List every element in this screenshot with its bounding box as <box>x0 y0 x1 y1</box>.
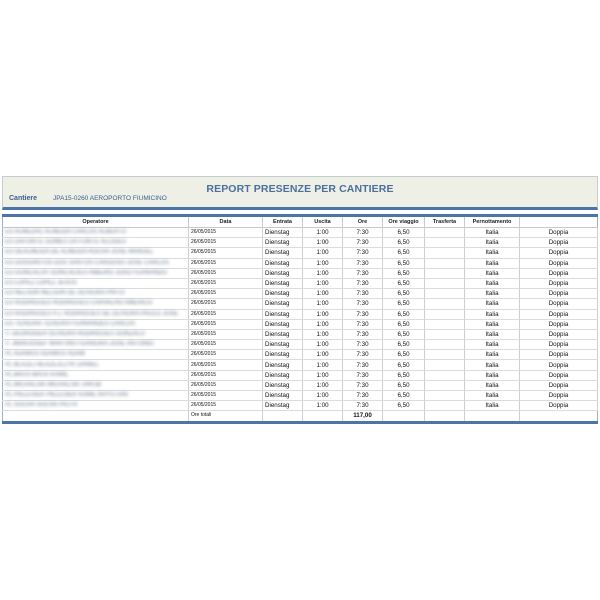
ore-cell: 6,50 <box>383 248 425 258</box>
trasferta-cell: Italia <box>465 299 520 309</box>
table-row <box>3 258 598 268</box>
uscita-cell: 7:30 <box>343 248 383 258</box>
ore-cell: 6,50 <box>383 401 425 411</box>
trasferta-cell: Italia <box>465 329 520 339</box>
entrata-cell: 1:00 <box>303 278 343 288</box>
uscita-cell: 7:30 <box>343 289 383 299</box>
ore-cell: 6,50 <box>383 268 425 278</box>
weekday-cell: Dienstag <box>263 299 303 309</box>
uscita-cell: 7:30 <box>343 401 383 411</box>
table-row <box>3 360 598 370</box>
uscita-cell: 7:30 <box>343 278 383 288</box>
entrata-cell: 1:00 <box>303 340 343 350</box>
table-row <box>3 380 598 390</box>
ore-cell: 6,50 <box>383 340 425 350</box>
entrata-cell: 1:00 <box>303 299 343 309</box>
weekday-cell: Dienstag <box>263 329 303 339</box>
ore-viaggio-cell <box>425 370 465 380</box>
table-row <box>3 370 598 380</box>
entrata-cell: 1:00 <box>303 350 343 360</box>
operator-name: ES GONCALOV GONCALVES RIBEIRO JOAO FERNANDO <box>3 268 189 278</box>
entrata-cell: 1:00 <box>303 370 343 380</box>
operator-name: ES RODRIGUES RODRIGUES CARVALHO AMERICO <box>3 299 189 309</box>
trasferta-cell: Italia <box>465 309 520 319</box>
table-header-row <box>3 216 598 228</box>
trasferta-cell: Italia <box>465 340 520 350</box>
column-header-operatore: Operatore <box>3 216 189 228</box>
uscita-cell: 7:30 <box>343 380 383 390</box>
trasferta-cell: Italia <box>465 360 520 370</box>
entrata-cell: 1:00 <box>303 289 343 299</box>
uscita-cell: 7:30 <box>343 238 383 248</box>
column-header-uscita: Uscita <box>303 216 343 228</box>
pernottamento-cell: Doppia <box>520 350 598 360</box>
ore-cell: 6,50 <box>383 228 425 238</box>
ore-cell: 6,50 <box>383 350 425 360</box>
table-row <box>3 329 598 339</box>
empty-cell <box>425 411 465 422</box>
trasferta-cell: Italia <box>465 380 520 390</box>
ore-cell: 6,50 <box>383 299 425 309</box>
date-cell: 26/05/2015 <box>189 391 263 401</box>
operator-name: ES TEIXEIRA TEIXEIRA FERNANDES CARLOS <box>3 319 189 329</box>
report-title: REPORT PRESENZE PER CANTIERE <box>206 183 394 195</box>
table-row <box>3 228 598 238</box>
entrata-cell: 1:00 <box>303 268 343 278</box>
uscita-cell: 7:30 <box>343 309 383 319</box>
totals-label: Ore totali <box>189 411 263 422</box>
pernottamento-cell: Doppia <box>520 401 598 411</box>
entrata-cell: 1:00 <box>303 360 343 370</box>
pernottamento-cell: Doppia <box>520 299 598 309</box>
entrata-cell: 1:00 <box>303 380 343 390</box>
trasferta-cell: Italia <box>465 370 520 380</box>
ore-viaggio-cell <box>425 340 465 350</box>
weekday-cell: Dienstag <box>263 258 303 268</box>
column-header-ore: Ore <box>343 216 383 228</box>
entrata-cell: 1:00 <box>303 248 343 258</box>
date-cell: 26/05/2015 <box>189 370 263 380</box>
operator-name: IT DEOROGER OLIVEIRA RODRIGUES GONZALO <box>3 329 189 339</box>
ore-viaggio-cell <box>425 360 465 370</box>
ore-cell: 6,50 <box>383 319 425 329</box>
ore-viaggio-cell <box>425 289 465 299</box>
date-cell: 26/05/2015 <box>189 350 263 360</box>
weekday-cell: Dienstag <box>263 248 303 258</box>
ore-viaggio-cell <box>425 401 465 411</box>
ore-viaggio-cell <box>425 278 465 288</box>
pernottamento-cell: Doppia <box>520 309 598 319</box>
operator-name: PL PIELESIEK PIELESIEK KAMIL KRYSTIAN <box>3 391 189 401</box>
report <box>2 176 598 424</box>
operator-name: PL SOCHA SOCHA PIOTR <box>3 401 189 411</box>
ore-cell: 6,50 <box>383 360 425 370</box>
ore-viaggio-cell <box>425 268 465 278</box>
ore-viaggio-cell <box>425 391 465 401</box>
column-header-trasferta: Trasferta <box>425 216 465 228</box>
trasferta-cell: Italia <box>465 258 520 268</box>
ore-cell: 6,50 <box>383 278 425 288</box>
pernottamento-cell: Doppia <box>520 340 598 350</box>
weekday-cell: Dienstag <box>263 380 303 390</box>
empty-cell <box>3 411 189 422</box>
trasferta-cell: Italia <box>465 391 520 401</box>
attendance-table <box>2 214 598 424</box>
date-cell: 26/05/2015 <box>189 299 263 309</box>
ore-cell: 6,50 <box>383 258 425 268</box>
empty-cell <box>520 411 598 422</box>
table-row <box>3 268 598 278</box>
uscita-cell: 7:30 <box>343 258 383 268</box>
weekday-cell: Dienstag <box>263 360 303 370</box>
trasferta-cell: Italia <box>465 228 520 238</box>
weekday-cell: Dienstag <box>263 238 303 248</box>
column-header-pernottamento: Pernottamento <box>465 216 520 228</box>
table-row <box>3 289 598 299</box>
trasferta-cell: Italia <box>465 401 520 411</box>
pernottamento-cell: Doppia <box>520 238 598 248</box>
operator-name: ES ALMEDAC ALMEIDA CARLOS ALBERTO <box>3 228 189 238</box>
cantiere-value: JPA15-0260 AEROPORTO FIUMICINO <box>53 195 167 202</box>
entrata-cell: 1:00 <box>303 329 343 339</box>
date-cell: 26/05/2015 <box>189 268 263 278</box>
trasferta-cell: Italia <box>465 278 520 288</box>
ore-viaggio-cell <box>425 228 465 238</box>
column-header-empty <box>520 216 598 228</box>
operator-name: ES DAFONTE GOMES DA FONTE ALCIDES <box>3 238 189 248</box>
table-row <box>3 340 598 350</box>
empty-cell <box>303 411 343 422</box>
ore-viaggio-cell <box>425 238 465 248</box>
column-header-data: Data <box>189 216 263 228</box>
date-cell: 26/05/2015 <box>189 289 263 299</box>
operator-name: PL MICHALSKI MICHALSKI JAKUB <box>3 380 189 390</box>
ore-viaggio-cell <box>425 299 465 309</box>
operator-name: ES NELSON NELSON DE OLIVEIRA PINTO <box>3 289 189 299</box>
table-row <box>3 309 598 319</box>
table-row <box>3 299 598 309</box>
entrata-cell: 1:00 <box>303 391 343 401</box>
entrata-cell: 1:00 <box>303 309 343 319</box>
date-cell: 26/05/2015 <box>189 319 263 329</box>
operator-name: ES DEALMEIDA DE ALMEIDA ROCHA JOSE MANUEL <box>3 248 189 258</box>
date-cell: 26/05/2015 <box>189 309 263 319</box>
weekday-cell: Dienstag <box>263 401 303 411</box>
date-cell: 26/05/2015 <box>189 340 263 350</box>
uscita-cell: 7:30 <box>343 391 383 401</box>
pernottamento-cell: Doppia <box>520 391 598 401</box>
date-cell: 26/05/2015 <box>189 248 263 258</box>
trasferta-cell: Italia <box>465 319 520 329</box>
table-row <box>3 248 598 258</box>
entrata-cell: 1:00 <box>303 228 343 238</box>
ore-cell: 6,50 <box>383 289 425 299</box>
ore-viaggio-cell <box>425 319 465 329</box>
pernottamento-cell: Doppia <box>520 289 598 299</box>
ore-cell: 6,50 <box>383 380 425 390</box>
pernottamento-cell: Doppia <box>520 258 598 268</box>
entrata-cell: 1:00 <box>303 401 343 411</box>
pernottamento-cell: Doppia <box>520 370 598 380</box>
pernottamento-cell: Doppia <box>520 380 598 390</box>
uscita-cell: 7:30 <box>343 329 383 339</box>
table-row <box>3 278 598 288</box>
weekday-cell: Dienstag <box>263 319 303 329</box>
trasferta-cell: Italia <box>465 238 520 248</box>
operator-name: ES RODRIGUES P.J. RODRIGUES DE OLIVEIRA PAULO JOSE <box>3 309 189 319</box>
ore-cell: 6,50 <box>383 391 425 401</box>
trasferta-cell: Italia <box>465 248 520 258</box>
uscita-cell: 7:30 <box>343 319 383 329</box>
date-cell: 26/05/2015 <box>189 238 263 248</box>
empty-cell <box>383 411 425 422</box>
weekday-cell: Dienstag <box>263 289 303 299</box>
operator-name: ES DOSSANTOS DOS SANTOS CARDOSO JOSE CARLOS <box>3 258 189 268</box>
ore-viaggio-cell <box>425 309 465 319</box>
ore-viaggio-cell <box>425 248 465 258</box>
empty-cell <box>263 411 303 422</box>
uscita-cell: 7:30 <box>343 268 383 278</box>
entrata-cell: 1:00 <box>303 319 343 329</box>
uscita-cell: 7:30 <box>343 340 383 350</box>
date-cell: 26/05/2015 <box>189 278 263 288</box>
pernottamento-cell: Doppia <box>520 228 598 238</box>
weekday-cell: Dienstag <box>263 268 303 278</box>
table-row <box>3 391 598 401</box>
weekday-cell: Dienstag <box>263 340 303 350</box>
column-header-entrata: Entrata <box>263 216 303 228</box>
date-cell: 26/05/2015 <box>189 380 263 390</box>
column-header-ore-viaggio: Ore viaggio <box>383 216 425 228</box>
uscita-cell: 7:30 <box>343 228 383 238</box>
operator-name: PL ADAMUS ADAMUS ADAM <box>3 350 189 360</box>
table-row <box>3 350 598 360</box>
entrata-cell: 1:00 <box>303 238 343 248</box>
trasferta-cell: Italia <box>465 350 520 360</box>
pernottamento-cell: Doppia <box>520 268 598 278</box>
pernottamento-cell: Doppia <box>520 360 598 370</box>
weekday-cell: Dienstag <box>263 228 303 238</box>
uscita-cell: 7:30 <box>343 360 383 370</box>
weekday-cell: Dienstag <box>263 278 303 288</box>
ore-cell: 6,50 <box>383 329 425 339</box>
trasferta-cell: Italia <box>465 268 520 278</box>
cantiere-label: Cantiere <box>9 195 38 202</box>
trasferta-cell: Italia <box>465 289 520 299</box>
empty-cell <box>465 411 520 422</box>
pernottamento-cell: Doppia <box>520 329 598 339</box>
report-header <box>2 176 598 210</box>
pernottamento-cell: Doppia <box>520 319 598 329</box>
ore-viaggio-cell <box>425 350 465 360</box>
ore-cell: 6,50 <box>383 370 425 380</box>
totals-row <box>3 411 598 422</box>
uscita-cell: 7:30 <box>343 370 383 380</box>
date-cell: 26/05/2015 <box>189 228 263 238</box>
operator-name: PL BLAZEJ BLAZEJCZYK DANIEL <box>3 360 189 370</box>
date-cell: 26/05/2015 <box>189 329 263 339</box>
table-row <box>3 401 598 411</box>
table-row <box>3 238 598 248</box>
totals-value: 117,00 <box>343 411 383 422</box>
weekday-cell: Dienstag <box>263 350 303 360</box>
pernottamento-cell: Doppia <box>520 248 598 258</box>
ore-viaggio-cell <box>425 258 465 268</box>
weekday-cell: Dienstag <box>263 391 303 401</box>
pernottamento-cell: Doppia <box>520 278 598 288</box>
date-cell: 26/05/2015 <box>189 258 263 268</box>
operator-name: IT JMARJOSEF MARTINS FERREIRA JOSE ANTONIO <box>3 340 189 350</box>
ore-viaggio-cell <box>425 380 465 390</box>
ore-cell: 6,50 <box>383 309 425 319</box>
operator-name: PL BRUS BRUS KAMIL <box>3 370 189 380</box>
weekday-cell: Dienstag <box>263 309 303 319</box>
date-cell: 26/05/2015 <box>189 360 263 370</box>
table-row <box>3 319 598 329</box>
weekday-cell: Dienstag <box>263 370 303 380</box>
ore-viaggio-cell <box>425 329 465 339</box>
entrata-cell: 1:00 <box>303 258 343 268</box>
ore-cell: 6,50 <box>383 238 425 248</box>
uscita-cell: 7:30 <box>343 350 383 360</box>
operator-name: ES LOPEZ LOPEZ JESUS <box>3 278 189 288</box>
date-cell: 26/05/2015 <box>189 401 263 411</box>
uscita-cell: 7:30 <box>343 299 383 309</box>
